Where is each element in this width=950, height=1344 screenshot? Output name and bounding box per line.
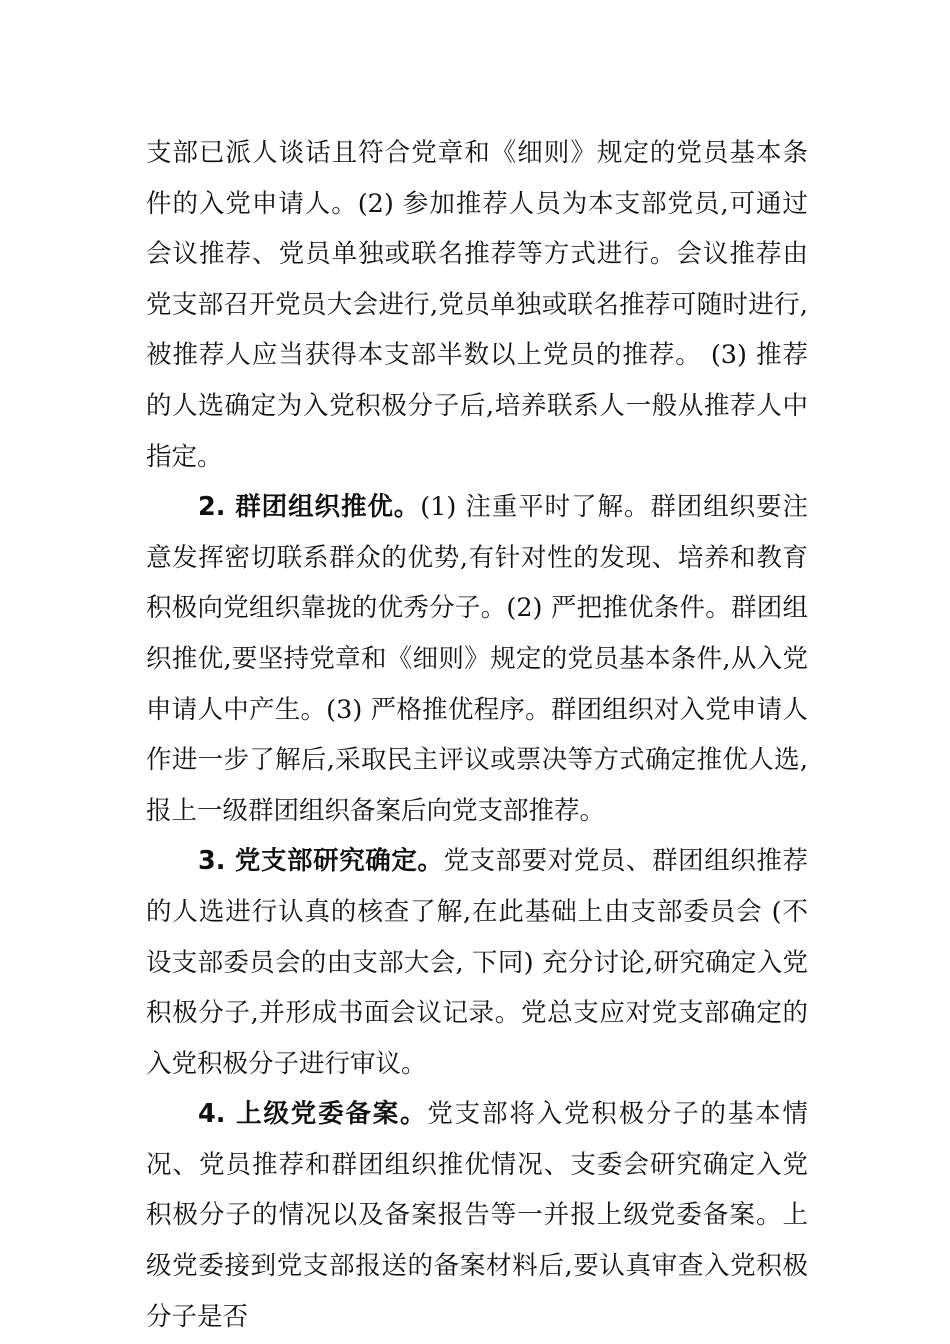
document-page xyxy=(146,128,808,1342)
paragraph-text: 党支部将入党积极分子的基本情况、党员推荐和群团组织推优情况、支委会研究确定入党积极分子的情况以及备案报告等一并报上级党委备案。上级党委接到党支部报送的备案材料后,要认真审查入党积极分子是否 xyxy=(146,1099,808,1332)
section-heading: 2. 群团组织推优。 xyxy=(198,492,421,523)
section-heading: 3. 党支部研究确定。 xyxy=(198,846,444,877)
paragraph-committee-filing xyxy=(146,1089,808,1342)
section-heading: 4. 上级党委备案。 xyxy=(198,1099,428,1130)
paragraph-branch-determination xyxy=(146,836,808,1089)
paragraph-text: 党支部要对党员、群团组织推荐的人选进行认真的核查了解,在此基础上由支部委员会 (不设支部委员会的由支部大会, 下同) 充分讨论,研究确定入党积极分子,并形成书面会议记录。党总支应对党支部确定的入党积极分子进行审议。 xyxy=(146,846,808,1079)
paragraph-text: (1) 注重平时了解。群团组织要注意发挥密切联系群众的优势,有针对性的发现、培养和教育积极向党组织靠拢的优秀分子。(2) 严把推优条件。群团组织推优,要坚持党章和《细则》规定的党员基本条件,从入党申请人中产生。(3) 严格推优程序。群团组织对入党申请人作进一步了解后,采取民主评议或票决等方式确定推优人选,报上一级群团组织备案后向党支部推荐。 xyxy=(146,492,808,826)
paragraph-continuation xyxy=(146,128,808,482)
paragraph-text: 支部已派人谈话且符合党章和《细则》规定的党员基本条件的入党申请人。(2) 参加推荐人员为本支部党员,可通过会议推荐、党员单独或联名推荐等方式进行。会议推荐由党支部召开党员大会进行,党员单独或联名推荐可随时进行,被推荐人应当获得本支部半数以上党员的推荐。 (3) 推荐的人选确定为入党积极分子后,培养联系人一般从推荐人中指定。 xyxy=(146,138,808,472)
paragraph-group-recommendation xyxy=(146,482,808,836)
